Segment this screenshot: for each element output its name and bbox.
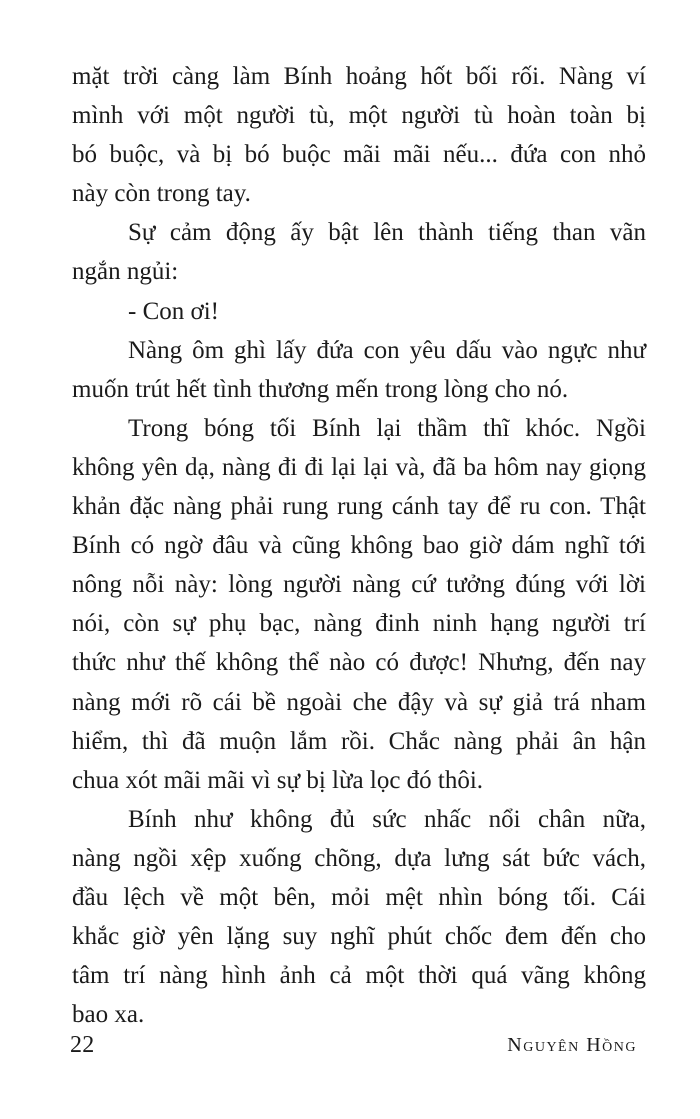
text-line: tâm trí nàng hình ảnh cả một thời quá vãng không — [72, 962, 646, 990]
running-footer-author: Nguyên Hồng — [507, 1034, 637, 1056]
text-line: mặt trời càng làm Bính hoảng hốt bối rối. Nàng ví — [72, 63, 646, 90]
body-text — [72, 57, 646, 1034]
text-line: bao xa. — [72, 1001, 145, 1029]
text-line: nông nỗi này: lòng người nàng cứ tưởng đúng với lời — [72, 571, 646, 599]
text-line: này còn trong tay. — [72, 180, 251, 208]
text-line: không yên dạ, nàng đi đi lại lại và, đã ba hôm nay giọng — [72, 453, 646, 481]
text-line: mình với một người tù, một người tù hoàn toàn bị — [72, 102, 646, 130]
text-line: Sự cảm động ấy bật lên thành tiếng than vãn — [128, 219, 646, 247]
text-line: khản đặc nàng phải rung rung cánh tay để ru con. Thật — [72, 493, 646, 521]
text-line: hiểm, thì đã muộn lắm rồi. Chắc nàng phải ân hận — [72, 727, 646, 755]
text-line: muốn trút hết tình thương mến trong lòng cho nó. — [72, 375, 569, 403]
text-line: khắc giờ yên lặng suy nghĩ phút chốc đem đến cho — [72, 923, 646, 951]
text-line: bó buộc, và bị bó buộc mãi mãi nếu... đứa con nhỏ — [72, 141, 646, 169]
text-line: đầu lệch về một bên, mỏi mệt nhìn bóng tối. Cái — [72, 883, 646, 911]
text-line: nàng ngồi xệp xuống chõng, dựa lưng sát bức vách, — [72, 844, 646, 872]
text-line: chua xót mãi mãi vì sự bị lừa lọc đó thôi. — [72, 766, 484, 794]
text-line: Bính có ngờ đâu và cũng không bao giờ dám nghĩ tới — [72, 532, 646, 560]
text-line: Trong bóng tối Bính lại thầm thĩ khóc. Ngồi — [128, 414, 646, 442]
text-line: ngắn ngủi: — [72, 258, 179, 286]
text-line: Nàng ôm ghì lấy đứa con yêu dấu vào ngực như — [128, 336, 646, 364]
text-line: nàng mới rõ cái bề ngoài che đậy và sự giả trá nham — [72, 688, 646, 716]
text-line: - Con ơi! — [128, 297, 219, 325]
text-line: nói, còn sự phụ bạc, nàng đinh ninh hạng người trí — [72, 610, 646, 638]
text-line: Bính như không đủ sức nhấc nổi chân nữa, — [128, 805, 646, 833]
text-line: thức như thế không thể nào có được! Nhưng, đến nay — [72, 649, 646, 677]
page-number: 22 — [70, 1032, 95, 1058]
